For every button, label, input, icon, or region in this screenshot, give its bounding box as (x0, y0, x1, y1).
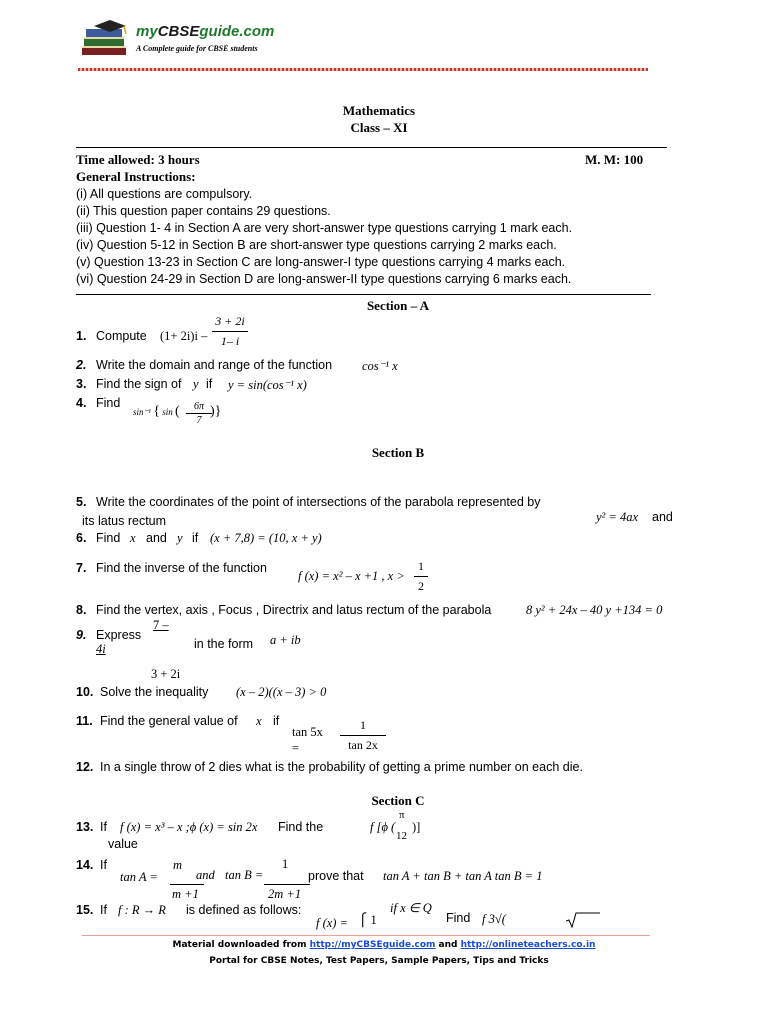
logo-text-suffix: guide.com (199, 23, 275, 40)
q9-frag-3: 3 + 2i (151, 667, 181, 681)
q6-text: Find (96, 531, 121, 545)
q10-number: 10. (76, 685, 94, 699)
q15-cond: if x ∈ Q (390, 901, 432, 915)
q5-math: y² = 4ax (596, 510, 639, 524)
q4-math: sin⁻¹ { sin ( (133, 404, 180, 419)
q3-var: y (193, 377, 199, 391)
q1-frac-den: 1– i (220, 334, 240, 348)
instruction-2: (ii) This question paper contains 29 questions. (76, 204, 331, 218)
q7-frac-num: 1 (418, 559, 424, 573)
instructions-title: General Instructions: (76, 169, 196, 184)
q15-number: 15. (76, 903, 94, 917)
q2-math: cos⁻¹ x (362, 359, 398, 373)
onlineteachers-link[interactable]: http://onlineteachers.co.in (460, 940, 596, 950)
q15-math: f : R → R (118, 903, 166, 917)
q6-number: 6. (76, 531, 87, 545)
q11-math: tan 5x (292, 725, 323, 739)
q15-brace: ⎧ 1 (358, 913, 377, 927)
q13-math: f (x) = x³ – x ;ϕ (x) = sin 2x (120, 820, 258, 834)
q11-text: Find the general value of (100, 714, 238, 728)
logo (80, 16, 280, 64)
mycbseguide-link[interactable]: http://myCBSEguide.com (309, 940, 436, 950)
q1-number: 1. (76, 329, 87, 343)
instruction-6: (vi) Question 24-29 in Section D are long-answer-II type questions carrying 6 marks each. (76, 272, 572, 286)
subject-title: Mathematics (342, 103, 416, 118)
logo-text-main: CBSE (157, 23, 200, 40)
q9-number: 9. (76, 628, 87, 642)
q6-and: and (146, 531, 167, 545)
logo-tagline: A Complete guide for CBSE students (136, 44, 258, 53)
q13-math-2: f [ϕ ( (370, 820, 396, 834)
q4-close: )} (210, 404, 222, 419)
logo-text-prefix: my (136, 23, 158, 40)
q9-text: Express (96, 628, 142, 642)
q1-frac-num: 3 + 2i (215, 314, 245, 328)
q14-and: and (196, 868, 215, 882)
q5-and: and (652, 510, 673, 524)
q4-frac-den: 7 (196, 415, 202, 426)
q12-text: In a single throw of 2 dies what is the probability of getting a prime number on each die. (100, 760, 583, 774)
q6-y: y (177, 531, 183, 545)
instruction-3: (iii) Question 1- 4 in Section A are very short-answer type questions carrying 1 mark each. (76, 221, 573, 235)
time-allowed: Time allowed: 3 hours (76, 152, 200, 167)
divider (76, 294, 651, 295)
q14-den-a: m +1 (172, 887, 199, 901)
q13-text-2: Find the (278, 820, 324, 834)
q4-text: Find (96, 396, 121, 410)
q14-bar-a (170, 884, 204, 885)
q3-number: 3. (76, 377, 87, 391)
q15-math-2: f (x) = (316, 916, 349, 930)
q4-sin: sin (162, 407, 173, 417)
q9-text-2: in the form (194, 637, 254, 651)
q14-text-2: prove that (308, 869, 364, 883)
q6-math: (x + 7,8) = (10, x + y) (210, 531, 322, 545)
q14-text: If (100, 858, 107, 872)
q1-text: Compute (96, 329, 147, 343)
instruction-5: (v) Question 13-23 in Section C are long-answer-I type questions carrying 4 marks each. (76, 255, 566, 269)
q11-eq: = (292, 741, 300, 755)
q7-fraction (414, 559, 428, 594)
q12-number: 12. (76, 760, 94, 774)
instruction-4: (iv) Question 5-12 in Section B are short-answer type questions carrying 2 marks each. (76, 238, 557, 252)
q2-number: 2. (76, 358, 87, 372)
section-a-heading: Section – A (366, 298, 430, 313)
q11-if: if (273, 714, 280, 728)
q9-frag-2: 4i (96, 642, 106, 656)
q11-frac-num: 1 (360, 718, 366, 732)
footer-divider (82, 935, 650, 936)
q10-text: Solve the inequality (100, 685, 209, 699)
q9-math: a + ib (270, 633, 301, 647)
q11-x: x (256, 714, 262, 728)
q14-one: 1 (282, 857, 289, 871)
q4-arcsin: sin⁻¹ (133, 407, 151, 417)
q14-number: 14. (76, 858, 94, 872)
q13-twelve: 12 (396, 830, 407, 842)
q13-number: 13. (76, 820, 94, 834)
max-marks: M. M: 100 (585, 152, 644, 167)
footer-mid: and (435, 940, 461, 950)
q15-text: If (100, 903, 107, 917)
q8-number: 8. (76, 603, 87, 617)
q11-fraction (340, 718, 386, 753)
q7-text: Find the inverse of the function (96, 561, 267, 575)
class-title: Class – XI (350, 120, 408, 135)
q3-if: if (206, 377, 213, 391)
q7-number: 7. (76, 561, 87, 575)
header-border (78, 68, 648, 71)
q6-x: x (130, 531, 136, 545)
q4-fraction (186, 401, 212, 426)
section-c-heading: Section C (371, 793, 425, 808)
q15-find: Find (446, 911, 471, 925)
q1-math: (1+ 2i)i – (160, 329, 208, 343)
q15-math-3: f 3√( (482, 912, 506, 926)
q1-fraction (212, 314, 248, 349)
q3-text: Find the sign of (96, 377, 182, 391)
footer-line-2: Portal for CBSE Notes, Test Papers, Sample Papers, Tips and Tricks (209, 956, 549, 966)
instruction-1: (i) All questions are compulsory. (76, 187, 253, 201)
footer-prefix: Material downloaded from (172, 940, 310, 950)
q14-math-c: tan A + tan B + tan A tan B = 1 (383, 869, 543, 883)
section-b-heading: Section B (371, 445, 425, 460)
books-logo-icon (80, 20, 132, 60)
q13-text-3: value (108, 837, 138, 851)
q5-text: Write the coordinates of the point of intersections of the parabola represented by (96, 495, 541, 509)
q5-text-2: its latus rectum (82, 514, 167, 528)
q7-math: f (x) = x² – x +1 , x > (298, 569, 405, 583)
q13-close: )] (412, 820, 421, 834)
q13-text: If (100, 820, 107, 834)
q14-tan-a: tan A = (120, 870, 158, 884)
q9-frag-1: 7 – (153, 618, 169, 632)
q4-number: 4. (76, 396, 87, 410)
q8-math: 8 y² + 24x – 40 y +134 = 0 (526, 603, 663, 617)
divider (76, 147, 667, 148)
q4-frac-num: 6π (193, 401, 204, 412)
q8-text: Find the vertex, axis , Focus , Directrix and latus rectum of the parabola (96, 603, 492, 617)
q14-den-b: 2m +1 (268, 887, 302, 901)
q11-number: 11. (76, 714, 93, 728)
q14-bar-b (264, 884, 310, 885)
q6-if: if (192, 531, 199, 545)
q3-math: y = sin(cos⁻¹ x) (228, 378, 307, 392)
q14-m: m (173, 858, 183, 872)
q14-tan-b: tan B = (225, 868, 264, 882)
q7-frac-den: 2 (418, 579, 424, 593)
q5-number: 5. (76, 495, 87, 509)
q11-frac-den: tan 2x (348, 738, 378, 752)
q15-sqrt (566, 912, 600, 928)
q2-text: Write the domain and range of the function (96, 358, 333, 372)
q10-math: (x – 2)((x – 3) > 0 (236, 685, 327, 699)
q13-pi: π (399, 809, 405, 821)
footer-line-1 (0, 940, 768, 950)
q15-text-2: is defined as follows: (186, 903, 302, 917)
